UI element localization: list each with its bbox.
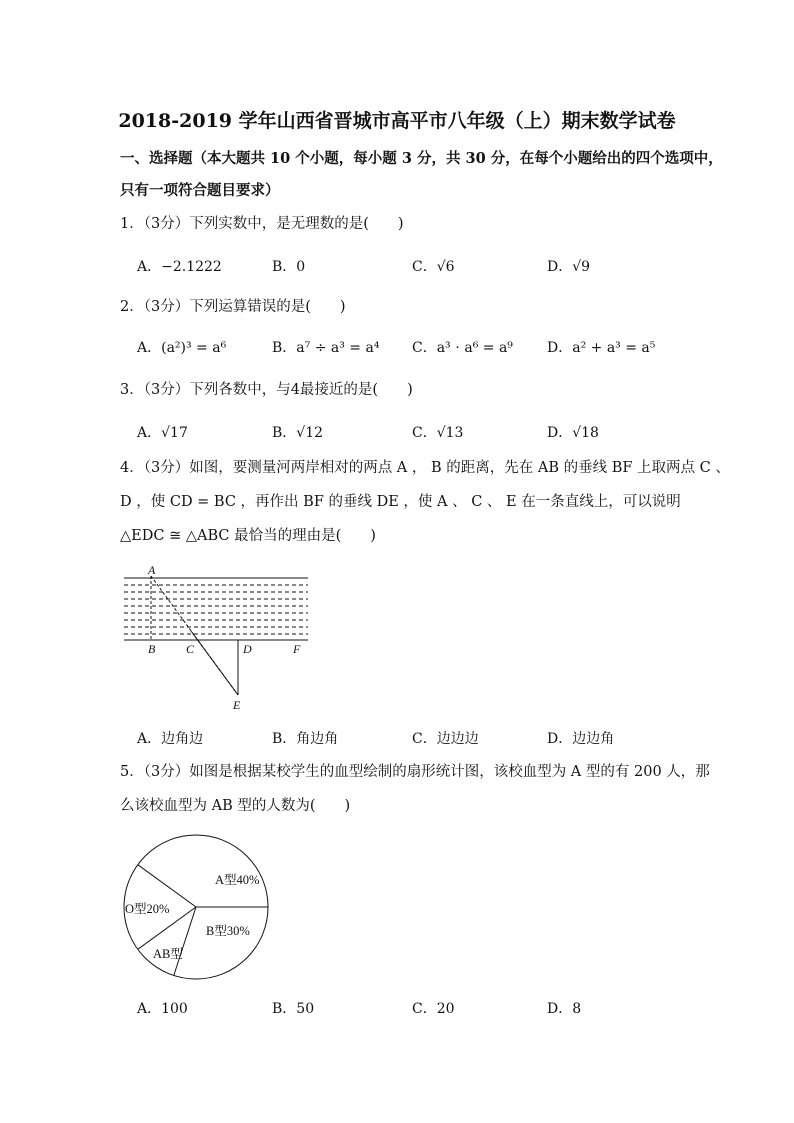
pie-divider bbox=[138, 865, 196, 907]
question-4-option-a: A．边角边 bbox=[137, 731, 204, 747]
pie-divider bbox=[174, 907, 196, 975]
section-heading-line1: 一、选择题（本大题共 10 个小题，每小题 3 分，共 30 分，在每个小题给出的四个选项中， bbox=[120, 150, 723, 167]
question-4-stem-line3: △EDC ≅ △ABC 最恰当的理由是( ) bbox=[120, 528, 376, 544]
pie-label: A型40% bbox=[215, 873, 260, 887]
page-title: 2018-2019 学年山西省晋城市高平市八年级（上）期末数学试卷 bbox=[118, 110, 676, 132]
label-f: F bbox=[293, 642, 301, 656]
section-heading-line2: 只有一项符合题目要求） bbox=[120, 182, 280, 199]
question-5-option-b: B．50 bbox=[272, 1001, 315, 1017]
question-3-option-a: A．√17 bbox=[137, 425, 188, 441]
question-2-option-c: C．a³ ⋅ a⁶ = a⁹ bbox=[412, 340, 513, 356]
question-2-option-d: D．a² + a³ = a⁵ bbox=[547, 340, 656, 356]
question-4-option-b: B．角边角 bbox=[272, 731, 339, 747]
question-3-stem: 3．（3分）下列各数中，与4最接近的是( ) bbox=[120, 382, 413, 398]
river-water-lines bbox=[124, 585, 308, 634]
segment-ce bbox=[191, 631, 238, 695]
question-1-option-a: A．−2.1222 bbox=[137, 259, 222, 275]
pie-label: O型20% bbox=[125, 902, 170, 916]
question-5-option-c: C．20 bbox=[412, 1001, 455, 1017]
label-c: C bbox=[186, 642, 195, 656]
question-5-option-d: D．8 bbox=[547, 1001, 582, 1017]
question-4-stem-line2: D ，使 CD = BC ，再作出 BF 的垂线 DE ，使 A 、 C 、 E 在一条直线上，可以说明 bbox=[120, 494, 681, 510]
question-4-option-c: C．边边边 bbox=[412, 731, 479, 747]
question-3-option-b: B．√12 bbox=[272, 425, 324, 441]
question-4-stem-line1: 4．（3分）如图，要测量河两岸相对的两点 A ， B 的距离，先在 AB 的垂线 BF 上取两点 C 、 bbox=[120, 460, 730, 476]
pie-label: B型30% bbox=[206, 924, 250, 938]
river-figure bbox=[118, 560, 318, 715]
pie-label: AB型 bbox=[153, 947, 183, 961]
question-3-option-c: C．√13 bbox=[412, 425, 464, 441]
question-1-option-d: D．√9 bbox=[547, 259, 591, 275]
label-a: A bbox=[148, 563, 156, 577]
question-1-stem: 1．（3分）下列实数中，是无理数的是( ) bbox=[120, 216, 404, 232]
question-5-stem-line1: 5．（3分）如图是根据某校学生的血型绘制的扇形统计图，该校血型为 A 型的有 200 人，那 bbox=[120, 764, 710, 780]
question-3-option-d: D．√18 bbox=[547, 425, 599, 441]
question-5-stem-line2: 么该校血型为 AB 型的人数为( ) bbox=[120, 798, 351, 814]
question-2-option-a: A．(a²)³ = a⁶ bbox=[137, 340, 227, 356]
question-4-option-d: D．边边角 bbox=[547, 731, 615, 747]
label-b: B bbox=[148, 642, 156, 656]
question-2-option-b: B．a⁷ ÷ a³ = a⁴ bbox=[272, 340, 380, 356]
question-2-stem: 2．（3分）下列运算错误的是( ) bbox=[120, 299, 346, 315]
question-1-option-c: C．√6 bbox=[412, 259, 455, 275]
label-d: D bbox=[243, 642, 252, 656]
label-e: E bbox=[233, 698, 241, 712]
blood-type-pie-chart bbox=[120, 834, 280, 984]
question-1-option-b: B．0 bbox=[272, 259, 306, 275]
question-5-option-a: A．100 bbox=[137, 1001, 188, 1017]
